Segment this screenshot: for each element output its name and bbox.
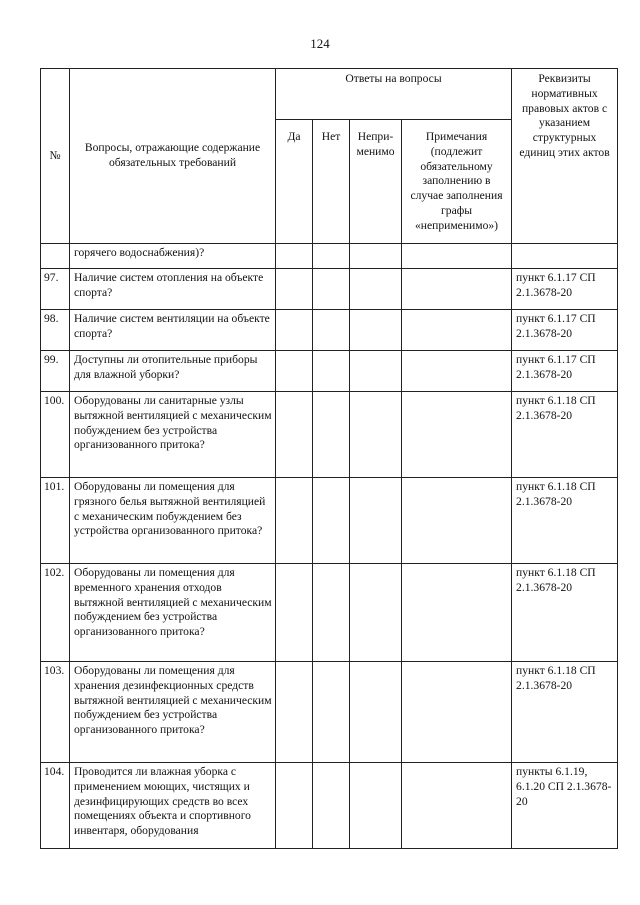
row-question: Наличие систем отопления на объекте спорта? (70, 269, 276, 310)
header-notes: Примечания (подлежит обязательному заполнению в случае заполнения графы «неприменимо») (402, 120, 512, 244)
continuation-question: горячего водоснабжения)? (70, 244, 276, 269)
answer-na-cell[interactable] (350, 763, 402, 849)
answer-yes-cell[interactable] (276, 310, 313, 351)
header-num: № (41, 69, 70, 244)
row-question: Проводится ли влажная уборка с применением моющих, чистящих и дезинфицирующих средств во всех помещениях объекта и спортивного инвентаря, оборудования (70, 763, 276, 849)
header-na: Непри-менимо (350, 120, 402, 244)
row-question: Оборудованы ли санитарные узлы вытяжной вентиляцией с механическим побуждением без устройства организованного притока? (70, 392, 276, 478)
row-question: Оборудованы ли помещения для хранения дезинфекционных средств вытяжной вентиляцией с механическим побуждением без устройства организованного притока? (70, 662, 276, 763)
page-number: 124 (310, 36, 330, 51)
answer-no-cell[interactable] (313, 564, 350, 662)
row-number: 99. (41, 351, 70, 392)
answer-no-cell[interactable] (313, 351, 350, 392)
notes-cell[interactable] (402, 244, 512, 269)
row-requisites: пункт 6.1.17 СП 2.1.3678-20 (512, 351, 618, 392)
answer-na-cell[interactable] (350, 392, 402, 478)
row-number: 102. (41, 564, 70, 662)
answer-na-cell[interactable] (350, 310, 402, 351)
row-requisites: пункт 6.1.18 СП 2.1.3678-20 (512, 564, 618, 662)
row-number: 103. (41, 662, 70, 763)
table-row (41, 478, 618, 564)
answer-no-cell[interactable] (313, 478, 350, 564)
row-number: 104. (41, 763, 70, 849)
row-requisites: пункт 6.1.17 СП 2.1.3678-20 (512, 269, 618, 310)
row-question: Оборудованы ли помещения для грязного белья вытяжной вентиляцией с механическим побуждением без устройства организованного притока? (70, 478, 276, 564)
row-requisites: пункты 6.1.19, 6.1.20 СП 2.1.3678-20 (512, 763, 618, 849)
answer-no-cell[interactable] (313, 310, 350, 351)
answer-na-cell[interactable] (350, 269, 402, 310)
answer-no-cell[interactable] (313, 269, 350, 310)
row-requisites: пункт 6.1.18 СП 2.1.3678-20 (512, 662, 618, 763)
answer-yes-cell[interactable] (276, 478, 313, 564)
continuation-num (41, 244, 70, 269)
answer-yes-cell[interactable] (276, 269, 313, 310)
table-row (41, 269, 618, 310)
answer-no-cell[interactable] (313, 392, 350, 478)
row-number: 101. (41, 478, 70, 564)
row-question: Доступны ли отопительные приборы для влажной уборки? (70, 351, 276, 392)
answer-na-cell[interactable] (350, 662, 402, 763)
notes-cell[interactable] (402, 269, 512, 310)
row-number: 97. (41, 269, 70, 310)
row-number: 98. (41, 310, 70, 351)
header-row-top (41, 69, 618, 120)
answer-no-cell[interactable] (313, 244, 350, 269)
notes-cell[interactable] (402, 310, 512, 351)
answer-no-cell[interactable] (313, 763, 350, 849)
requisites-cell (512, 244, 618, 269)
answer-yes-cell[interactable] (276, 763, 313, 849)
answer-na-cell[interactable] (350, 351, 402, 392)
header-yes: Да (276, 120, 313, 244)
header-question: Вопросы, отражающие содержание обязательных требований (70, 69, 276, 244)
answer-yes-cell[interactable] (276, 662, 313, 763)
table-row (41, 564, 618, 662)
notes-cell[interactable] (402, 564, 512, 662)
continuation-row (41, 244, 618, 269)
table-row (41, 310, 618, 351)
answer-yes-cell[interactable] (276, 564, 313, 662)
row-requisites: пункт 6.1.18 СП 2.1.3678-20 (512, 392, 618, 478)
header-requisites: Реквизиты нормативных правовых актов с указанием структурных единиц этих актов (512, 69, 618, 244)
notes-cell[interactable] (402, 351, 512, 392)
answer-yes-cell[interactable] (276, 244, 313, 269)
answer-yes-cell[interactable] (276, 351, 313, 392)
answer-yes-cell[interactable] (276, 392, 313, 478)
row-number: 100. (41, 392, 70, 478)
table-row (41, 351, 618, 392)
notes-cell[interactable] (402, 392, 512, 478)
answer-na-cell[interactable] (350, 244, 402, 269)
notes-cell[interactable] (402, 763, 512, 849)
answer-no-cell[interactable] (313, 662, 350, 763)
table-row (41, 392, 618, 478)
checklist-table (40, 68, 618, 849)
row-question: Оборудованы ли помещения для временного хранения отходов вытяжной вентиляцией с механическим побуждением без устройства организованного притока? (70, 564, 276, 662)
header-no: Нет (313, 120, 350, 244)
answer-na-cell[interactable] (350, 478, 402, 564)
row-question: Наличие систем вентиляции на объекте спорта? (70, 310, 276, 351)
answer-na-cell[interactable] (350, 564, 402, 662)
header-answers: Ответы на вопросы (276, 69, 512, 120)
notes-cell[interactable] (402, 662, 512, 763)
table-row (41, 763, 618, 849)
row-requisites: пункт 6.1.17 СП 2.1.3678-20 (512, 310, 618, 351)
notes-cell[interactable] (402, 478, 512, 564)
row-requisites: пункт 6.1.18 СП 2.1.3678-20 (512, 478, 618, 564)
table-row (41, 662, 618, 763)
